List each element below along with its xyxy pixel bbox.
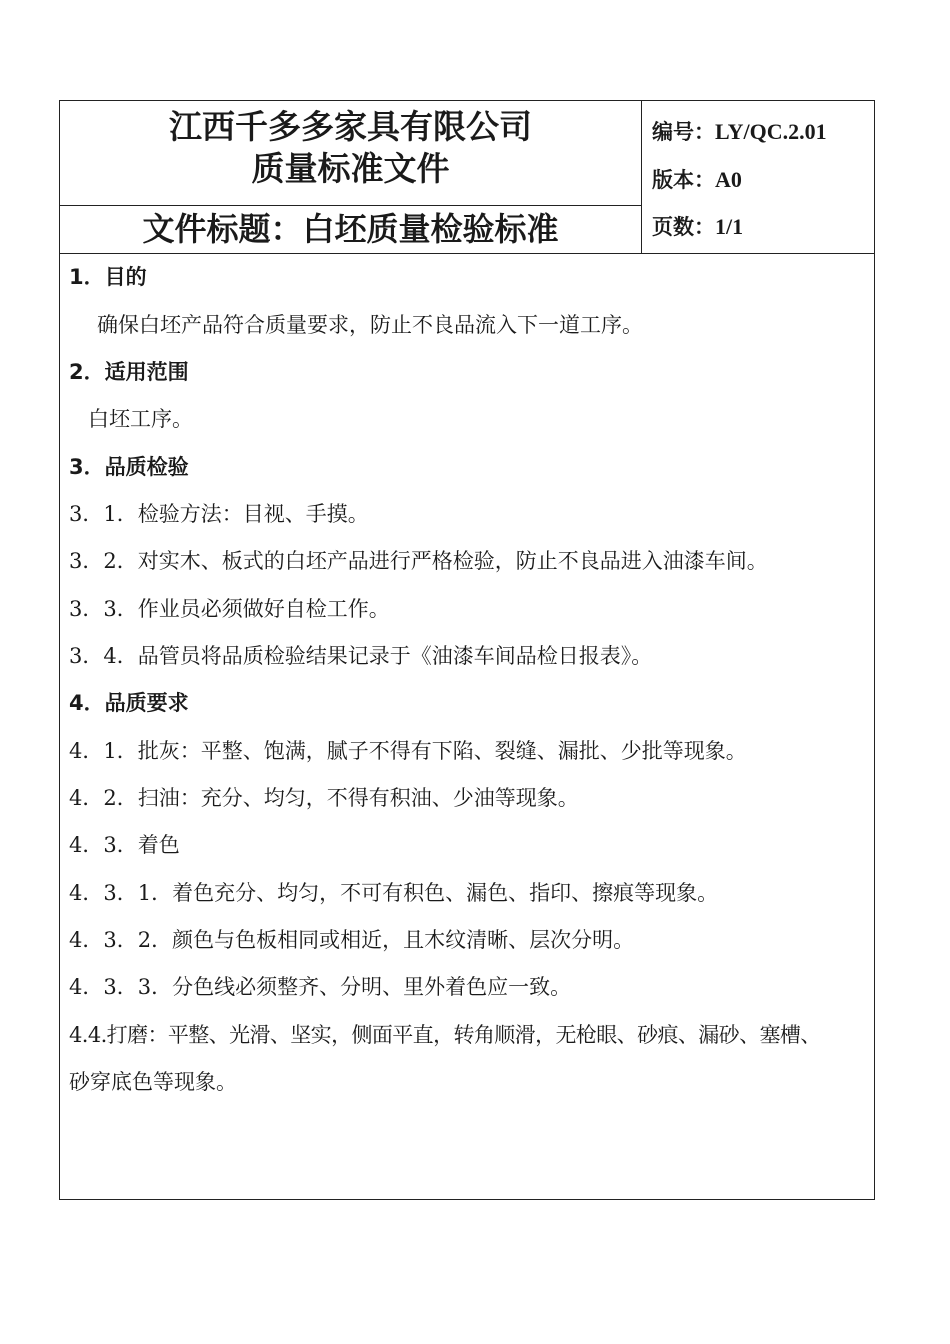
requirement-item-3-3: 4．3．3．分色线必须整齐、分明、里外着色应一致。	[69, 975, 572, 999]
section-heading-scope: 2．适用范围	[69, 360, 189, 384]
requirement-item-2: 4．2．扫油：充分、均匀，不得有积油、少油等现象。	[69, 786, 579, 810]
inspection-item-4: 3．4．品管员将品质检验结果记录于《油漆车间品检日报表》。	[69, 644, 653, 668]
requirement-item-1: 4．1．批灰：平整、饱满，腻子不得有下陷、裂缝、漏批、少批等现象。	[69, 739, 747, 763]
requirement-item-4-line-1: 4.4.打磨：平整、光滑、坚实，侧面平直，转角顺滑，无枪眼、砂痕、漏砂、塞槽、	[69, 1023, 821, 1047]
requirement-item-3-2: 4．3．2．颜色与色板相同或相近，且木纹清晰、层次分明。	[69, 928, 635, 952]
section-heading-purpose: 1．目的	[69, 265, 147, 289]
requirement-item-3: 4．3．着色	[69, 833, 180, 857]
header-meta-block	[642, 101, 874, 253]
document-frame	[59, 100, 875, 1200]
document-title: 文件标题：白坯质量检验标准	[142, 210, 559, 248]
doc-version	[652, 164, 742, 194]
scope-text: 白坯工序。	[88, 407, 193, 431]
section-heading-inspection: 3．品质检验	[69, 455, 189, 479]
doc-version-value: A0	[715, 167, 742, 192]
doc-pages-label: 页数：	[652, 215, 715, 239]
doc-code	[652, 116, 827, 146]
doc-code-label: 编号：	[652, 120, 715, 144]
inspection-item-2: 3．2．对实木、板式的白坯产品进行严格检验，防止不良品进入油漆车间。	[69, 549, 768, 573]
doc-pages	[652, 211, 743, 241]
section-heading-requirements: 4．品质要求	[69, 691, 189, 715]
requirement-item-3-1: 4．3．1．着色充分、均匀，不可有积色、漏色、指印、擦痕等现象。	[69, 881, 719, 905]
inspection-item-3: 3．3．作业员必须做好自检工作。	[69, 597, 390, 621]
doc-code-value: LY/QC.2.01	[715, 119, 827, 144]
header-title-block	[60, 101, 642, 253]
inspection-item-1: 3．1．检验方法：目视、手摸。	[69, 502, 369, 526]
company-name: 江西千多多家具有限公司	[169, 107, 532, 146]
company-block	[60, 101, 641, 206]
requirement-item-4-line-2: 砂穿底色等现象。	[69, 1070, 237, 1094]
purpose-text: 确保白坯产品符合质量要求，防止不良品流入下一道工序。	[97, 313, 643, 337]
document-type: 质量标准文件	[251, 149, 450, 188]
document-header	[60, 101, 874, 254]
doc-pages-value: 1/1	[715, 214, 744, 239]
doc-version-label: 版本：	[652, 168, 715, 192]
